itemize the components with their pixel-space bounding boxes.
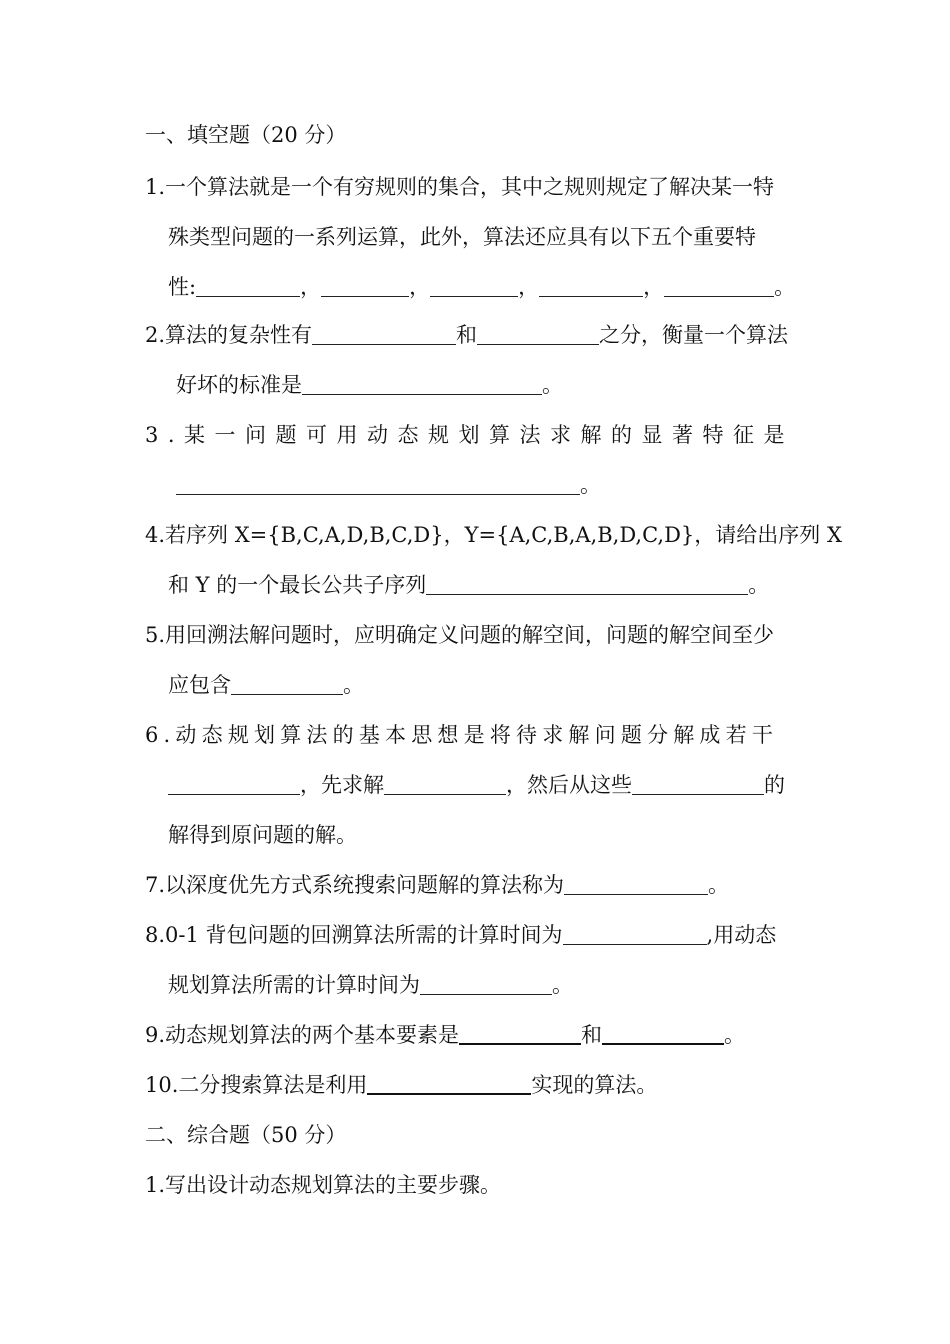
q8-blank-2[interactable] xyxy=(420,974,552,995)
q1-blank-3[interactable] xyxy=(430,276,518,297)
q7-prefix: 7.以深度优先方式系统搜索问题解的算法称为 xyxy=(145,873,565,897)
q2-blank-1[interactable] xyxy=(312,324,456,345)
q6-line-1: 6.动态规划算法的基本思想是将待求解问题分解成若干 xyxy=(145,723,779,747)
q4-line-1: 4.若序列 X={B,C,A,D,B,C,D}，Y={A,C,B,A,B,D,C,D}，请给出序列 X xyxy=(145,523,842,547)
q2-line-1 xyxy=(145,320,788,350)
q5-line-2-prefix: 应包含 xyxy=(168,673,231,697)
q2-blank-2[interactable] xyxy=(477,324,599,345)
q8-end: 。 xyxy=(552,973,573,997)
q10-suffix: 实现的算法。 xyxy=(531,1073,658,1097)
q5-blank[interactable] xyxy=(231,674,343,695)
q1-blank-5[interactable] xyxy=(664,276,774,297)
q1-line-3-prefix: 性: xyxy=(168,275,197,299)
q6-blank-2[interactable] xyxy=(384,774,506,795)
q2-line-1-mid: 和 xyxy=(456,323,478,347)
s2-q1-line: 1.写出设计动态规划算法的主要步骤。 xyxy=(145,1173,502,1197)
q2-line-2-prefix: 好坏的标准是 xyxy=(176,373,302,397)
q9-blank-2[interactable] xyxy=(602,1023,724,1045)
q3-end: 。 xyxy=(580,473,601,497)
q7-end: 。 xyxy=(708,873,730,897)
q1-blank-1[interactable] xyxy=(196,276,300,297)
q2-blank-3[interactable] xyxy=(302,374,542,395)
q4-blank[interactable] xyxy=(426,574,748,595)
q5-end: 。 xyxy=(343,673,364,697)
q8-line-1 xyxy=(145,920,776,950)
q4-end: 。 xyxy=(748,573,770,597)
q3-blank[interactable] xyxy=(176,474,580,495)
q1-sep: ， xyxy=(643,275,665,299)
q7-line xyxy=(145,870,729,900)
q2-line-1-suffix: 之分，衡量一个算法 xyxy=(599,323,789,347)
q6-line-2-b: ，然后从这些 xyxy=(506,773,632,797)
q2-line-2 xyxy=(176,370,563,400)
q2-end: 。 xyxy=(542,373,563,397)
q10-line xyxy=(145,1070,657,1100)
q6-line-2-a: ，先求解 xyxy=(300,773,384,797)
q1-blank-2[interactable] xyxy=(321,276,409,297)
q5-line-2 xyxy=(168,670,364,700)
q1-sep: ， xyxy=(518,275,540,299)
q9-blank-1[interactable] xyxy=(459,1023,581,1045)
q6-blank-3[interactable] xyxy=(632,774,764,795)
q9-end: 。 xyxy=(724,1023,746,1047)
q1-sep: ， xyxy=(300,275,322,299)
q1-blank-4[interactable] xyxy=(539,276,643,297)
q10-prefix: 10.二分搜索算法是利用 xyxy=(145,1073,368,1097)
q1-line-1: 1.一个算法就是一个有穷规则的集合，其中之规则规定了解决某一特 xyxy=(145,175,775,199)
q6-line-2-c: 的 xyxy=(764,773,785,797)
q8-line-1-suffix: ,用动态 xyxy=(706,923,777,947)
q8-line-2-prefix: 规划算法所需的计算时间为 xyxy=(168,973,420,997)
q4-line-2-prefix: 和 Y 的一个最长公共子序列 xyxy=(168,573,427,597)
section-1-title: 一、填空题（20 分） xyxy=(145,123,347,147)
q9-mid: 和 xyxy=(581,1023,603,1047)
q2-line-1-prefix: 2.算法的复杂性有 xyxy=(145,323,313,347)
q10-blank[interactable] xyxy=(367,1073,531,1095)
q3-line-1: 3.某一问题可用动态规划算法求解的显著特征是 xyxy=(145,423,795,447)
q9-prefix: 9.动态规划算法的两个基本要素是 xyxy=(145,1023,460,1047)
q8-blank-1[interactable] xyxy=(563,924,707,945)
q4-line-2 xyxy=(168,570,769,600)
q1-line-2: 殊类型问题的一系列运算，此外，算法还应具有以下五个重要特 xyxy=(168,225,756,249)
q1-sep: ， xyxy=(409,275,431,299)
q6-blank-1[interactable] xyxy=(168,774,300,795)
q8-line-2 xyxy=(168,970,573,1000)
q1-end: 。 xyxy=(774,275,796,299)
section-2-title: 二、综合题（50 分） xyxy=(145,1123,347,1147)
q7-blank[interactable] xyxy=(564,874,708,895)
q9-line xyxy=(145,1020,745,1050)
q5-line-1: 5.用回溯法解问题时，应明确定义问题的解空间，问题的解空间至少 xyxy=(145,623,775,647)
q8-line-1-prefix: 8.0-1 背包问题的回溯算法所需的计算时间为 xyxy=(145,923,563,947)
q6-line-3: 解得到原问题的解。 xyxy=(168,823,357,847)
q3-line-2 xyxy=(176,470,601,500)
q1-line-3 xyxy=(168,272,795,302)
q6-line-2 xyxy=(168,770,785,800)
